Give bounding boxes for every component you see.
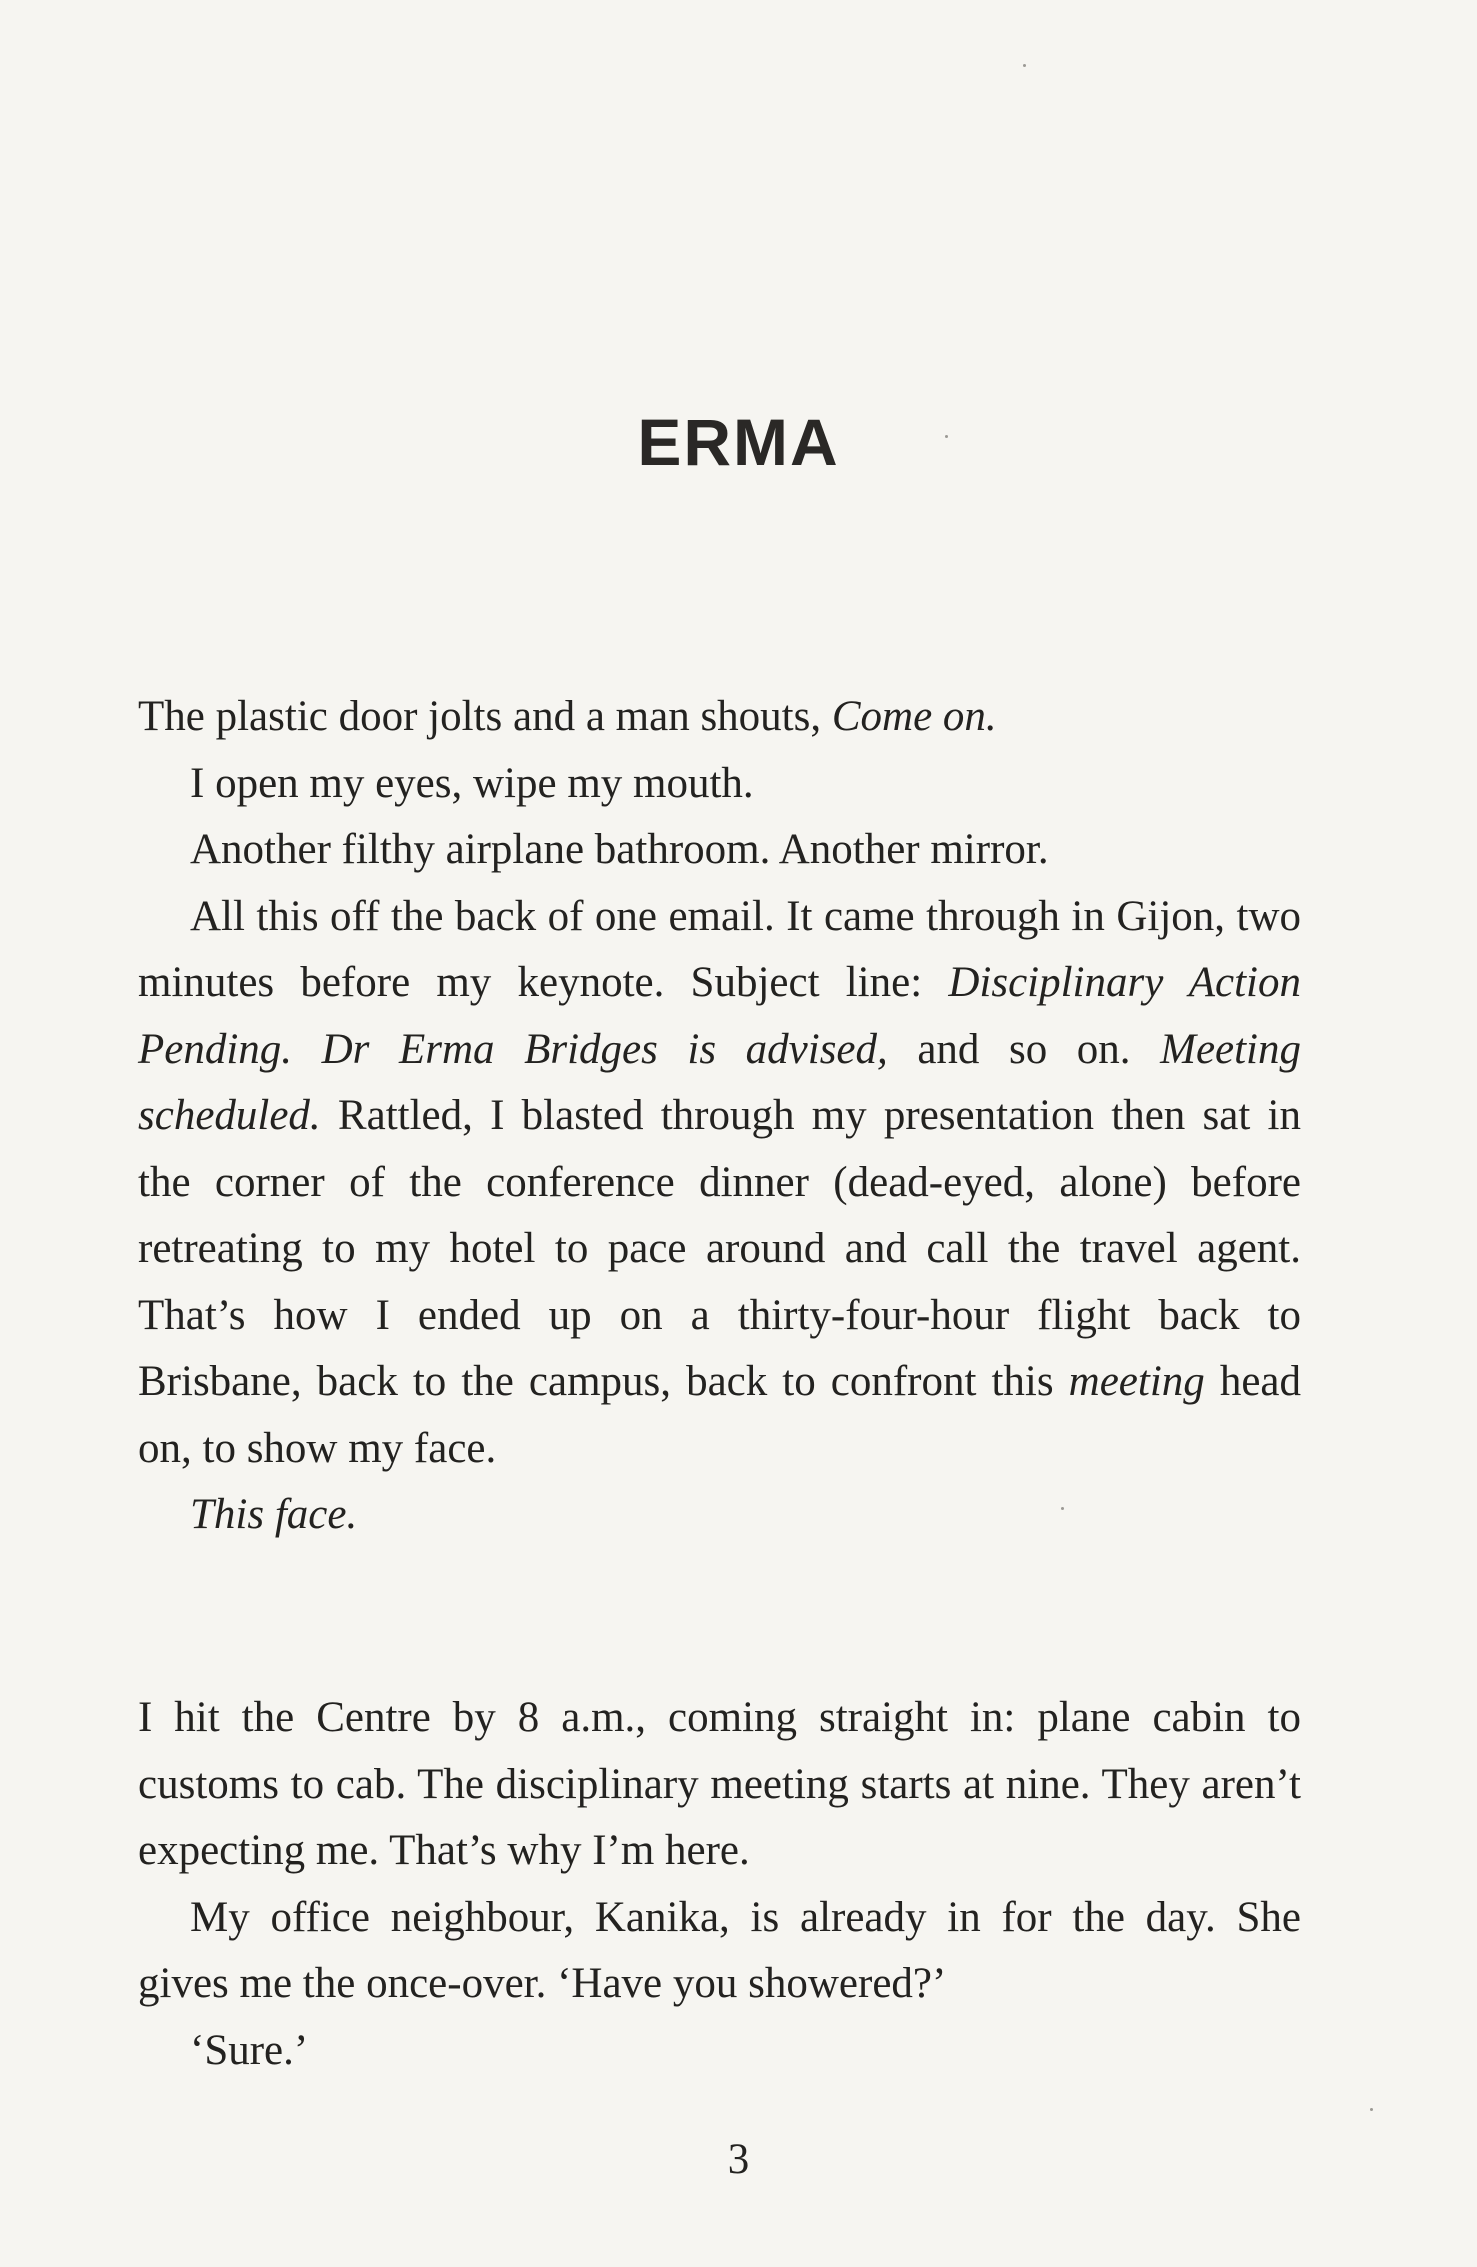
chapter-title: ERMA bbox=[637, 405, 840, 479]
paragraph-6: I hit the Centre by 8 a.m., coming straight in: plane cabin to customs to cab. The disciplinary meeting starts at nine. They aren’t expecting me. That’s why I’m here. bbox=[138, 1694, 1301, 1874]
paragraph-4-italic-3: meeting bbox=[1068, 1358, 1205, 1405]
paragraph-5 bbox=[138, 1482, 1301, 1549]
paragraph-7: My office neighbour, Kanika, is already in for the day. She gives me the once-over. ‘Have you showered?’ bbox=[138, 1893, 1301, 2007]
paragraph-1-italic: Come on. bbox=[831, 693, 997, 740]
text-section-1 bbox=[138, 684, 1301, 1549]
paragraph-2: I open my eyes, wipe my mouth. bbox=[190, 759, 754, 807]
paper-speck bbox=[1023, 64, 1026, 67]
paragraph-4-text-4: head on, to show my face. bbox=[138, 1358, 1301, 1472]
text-section-2 bbox=[138, 1685, 1301, 2084]
paragraph-1-text: The plastic door jolts and a man shouts, bbox=[138, 693, 832, 740]
paragraph-4-text-2: and so on. bbox=[887, 1025, 1161, 1073]
paragraph-8: ‘Sure.’ bbox=[190, 2026, 309, 2074]
page-number: 3 bbox=[727, 2136, 750, 2183]
paragraph-5-italic: This face. bbox=[190, 1491, 358, 1538]
paper-speck bbox=[1370, 2108, 1373, 2111]
paper-speck bbox=[945, 435, 948, 438]
paper-speck bbox=[1061, 1507, 1064, 1510]
paragraph-4-text-1: All this off the back of one email. It came through in Gijon, two minutes before my keynote. Subject line: bbox=[138, 892, 1301, 1006]
paragraph-4-italic-1: Disciplinary Action Pending. Dr Erma Bridges is advised, bbox=[138, 959, 1301, 1073]
paragraph-1 bbox=[138, 684, 1301, 751]
paragraph-4 bbox=[138, 884, 1301, 1483]
paragraph-3: Another filthy airplane bathroom. Another mirror. bbox=[190, 826, 1049, 873]
paragraph-4-text-3: Rattled, I blasted through my presentation then sat in the corner of the conference dinner (dead-eyed, alone) before retreating to my hotel to pace around and call the travel agent. That’s how I ended up on a thirty-four-hour flight back to Brisbane, back to the campus, back to confront this bbox=[138, 1092, 1301, 1405]
paragraph-4-italic-2: Meeting scheduled. bbox=[138, 1025, 1302, 1139]
